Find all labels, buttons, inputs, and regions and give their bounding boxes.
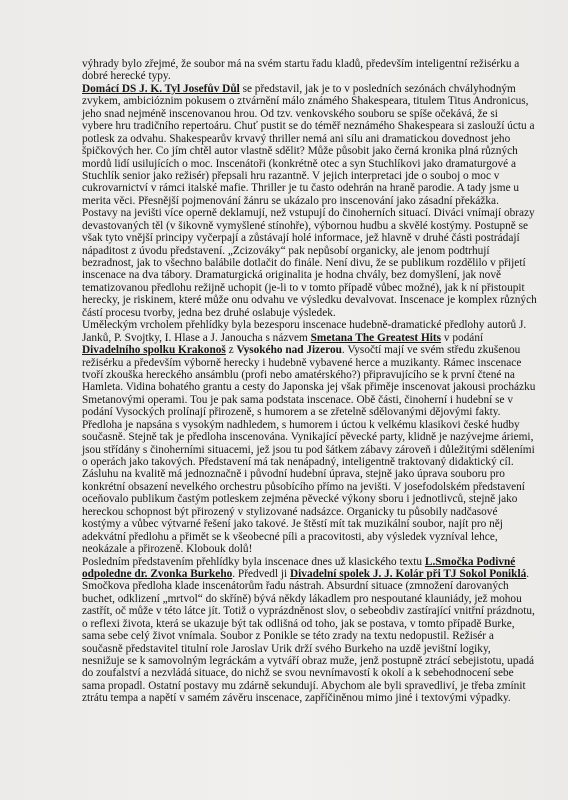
text-line	[82, 232, 520, 245]
text-line	[82, 132, 511, 145]
text-line	[82, 319, 527, 332]
text-line	[82, 58, 520, 70]
text-segment: do zoufalství a nezvládá situace, do nichž se svou nevnímavostí k okolí a k sebehodnocení sebe	[82, 667, 514, 680]
underlined-name: odpoledne dr. Zvonka Burkeho	[82, 567, 233, 580]
text-line	[82, 643, 502, 655]
underlined-name: Domácí DS J. K. Tyl Josefův Důl	[82, 82, 240, 95]
text-segment: Předloha je napsána s vysokým nadhledem, s humorem i úctou k velkému klasikovi české hudby	[82, 418, 520, 431]
text-line	[82, 605, 535, 618]
text-line	[82, 531, 502, 543]
text-line	[82, 443, 535, 456]
text-segment: se představil, jak je to v posledních sezónách chvályhodným	[239, 82, 516, 95]
text-line	[82, 307, 502, 319]
text-segment: vybere hru tradičního repertoáru. Chuť pustit se do téměř neznámého Shakespeara si zaslouží úctu a	[82, 120, 535, 133]
text-line	[82, 580, 509, 593]
text-line	[82, 381, 536, 394]
text-segment: o operách jako takových. Představení má tak nenápadný, inteligentně traktovaný didaktický cíl.	[82, 456, 514, 468]
text-segment: kostýmy a vůbec výtvarné řešení jako takové. Je štěstí mít tak muzikální soubor, najít pro něj	[82, 518, 503, 531]
text-segment: bezradnost, jak to všechno balábile dotlačit do finále. Není divu, že se publikum rozdělilo v přijetí	[82, 257, 526, 269]
text-segment: špičkových her. Co jím chtěl autor vlastně sdělit? Může působit jako černá kronika plná různých	[82, 145, 518, 158]
text-segment: Zásluhu na kvalitě má jednoznačně i původní hudební úprava, stejně jako úprava souboru pro	[82, 468, 505, 481]
text-segment: podání Vysockých prolínají přirozeně, s humorem a se zřetelně sdělovanými dějovými fakty.	[82, 406, 501, 419]
text-segment: adekvátní předlohu a přimět se k všeobecné píli a pracovitosti, aby výsledek vyzníval lehce,	[82, 530, 498, 543]
text-segment: tematizovanou předlohu režijně uchopit (je-li to v tomto případě vůbec možné), jak k ní přistoupit	[82, 281, 525, 294]
text-segment: Smočkova předloha klade inscenátorům řadu nástrah. Absurdní situace (zmnožení darovaných	[82, 580, 509, 593]
text-line	[82, 70, 502, 82]
text-line	[82, 692, 511, 705]
text-segment: jsou střídány s činoherními situacemi, jež jsou tu pod šátkem zábavy zároveň i důležitými sděleními	[82, 443, 535, 456]
text-line	[82, 617, 515, 630]
text-line	[82, 170, 502, 182]
text-line	[82, 269, 502, 281]
text-line	[82, 480, 525, 493]
text-line	[82, 82, 516, 95]
review-text	[82, 58, 537, 705]
text-line	[82, 368, 515, 381]
text-line	[82, 356, 522, 369]
text-line	[82, 630, 502, 642]
text-segment: Janků, P. Svojtky, I. Hlase a J. Janoucha s názvem	[82, 331, 311, 344]
text-segment: .	[526, 567, 530, 580]
text-segment: buchet, odklizení „mrtvol“ do skříně) bývá někdy lákadlem pro nespoutané klauniády, jež mohou	[82, 592, 522, 605]
text-segment: současně představitel titulní role Jaroslav Urik drží svého Burkeho na uzdě jevištní logiky,	[82, 642, 491, 655]
text-segment: cukrovarnictví v rámci italské mafie. Thriller je tu často odehrán na hraně parodie. A tady jsme u	[82, 182, 520, 195]
text-line	[82, 679, 526, 692]
text-line	[82, 431, 534, 444]
text-segment: . Předvedl ji	[232, 567, 290, 580]
text-segment: výhrady bylo zřejmé, že soubor má na svém startu řadu kladů, především inteligentní režisérku a	[82, 58, 520, 70]
text-line	[82, 120, 535, 133]
text-segment: nesnižuje se k samovolným legráckám a vytváří obraz muže, jenž postupně ztrácí sebejistotu, upadá	[82, 655, 535, 667]
text-segment: v podání	[441, 331, 484, 344]
text-line	[82, 555, 516, 568]
text-line	[82, 667, 514, 680]
text-segment: režisérku a především výborně herecky i hudebně vybavené herce a muzikanty. Rámec inscenace	[82, 356, 522, 369]
text-segment: Hamleta. Vidina bohatého grantu a cesty do Japonska jej však přiměje inscenovat jakousi procházku	[82, 381, 536, 394]
text-segment: z	[225, 344, 237, 357]
underlined-name: Divadelního spolku Krakonoš	[82, 344, 226, 357]
text-line	[82, 344, 521, 357]
text-segment: Stuchlík senior jako režisér) přepsali hru razantně. V jejich interpretaci jde o souboj o moc v	[82, 169, 500, 182]
text-segment: současně. Stejně tak je předloha inscenována. Vynikající pěvecké party, klidně je nazývejme áriemi,	[82, 431, 534, 444]
text-line	[82, 108, 502, 120]
text-segment: tvoří zkouška hereckého ansámblu (profi nebo amatérského?) připravujícího se k první čtené na	[82, 368, 515, 381]
text-line	[82, 493, 518, 506]
underlined-name: Smetana The Greatest Hits	[310, 331, 442, 344]
text-segment: konkrétní obsazení nevelkého orchestru působícího přímo na jevišti. V josefodolském představení	[82, 480, 525, 493]
text-line	[82, 468, 505, 481]
text-line	[82, 157, 516, 170]
text-segment: zvykem, ambicióznim pokusem o ztvárnění málo známého Shakespeara, titulem Titus Andronicus,	[82, 95, 529, 108]
underlined-name: L.Smočka Podivné	[424, 555, 516, 568]
text-line	[82, 418, 520, 431]
text-segment: částí procesu tvorby, jedna bez druhé oslabuje výsledek.	[82, 306, 336, 319]
text-segment: hereckou schopnost být přirozený v stylizované nadsázce. Organicky tu působily nadčasové	[82, 505, 498, 518]
text-segment: zastřít, oč může v této látce jít. Totiž o vyprázdněnost slov, o sebeobdiv zastírající vnitřní prázdnotu,	[82, 605, 535, 618]
text-segment: však tyto vnější principy vyčerpají a zůstávají holé informace, jež hlavně v druhé části postrádají	[82, 232, 520, 245]
text-line	[82, 182, 520, 195]
text-line	[82, 145, 518, 158]
text-segment: potlesk za odvahu. Shakespearův krvavý thriller nemá ani sílu ani dramatickou dovednost jeho	[82, 132, 511, 145]
text-segment: nápaditost z úvodu představení. „Zcizováky“ pak nepůsobí organicky, ale jenom podtrhují	[82, 244, 490, 257]
text-line	[82, 655, 535, 667]
text-segment: sama propadl. Ostatní postavy mu zdárně sekundují. Abychom ale byli spravedliví, je třeba zmínit	[82, 679, 526, 692]
text-line	[82, 592, 522, 605]
text-line	[82, 393, 513, 406]
text-segment: inscenace na dva tábory. Dramaturgická originalita je hodna chvály, bez domyšlení, jak nově	[82, 269, 501, 282]
text-line	[82, 281, 525, 294]
text-segment: Postavy na jevišti více operně deklamují, než vstupují do činoherních situací. Diváci vnímají obrazy	[82, 207, 535, 220]
text-segment: neokázale a přirozeně. Klobouk dolů!	[82, 543, 253, 556]
text-line	[82, 195, 502, 207]
text-segment: Smetanovými operami. Tou je pak sama podstata inscenace. Obě části, činoherní i hudební se v	[82, 393, 513, 406]
text-segment: sama sebe celý život vnímala. Soubor z Ponikle se této zrady na textu nedopustil. Režisér a	[82, 630, 494, 643]
text-segment: devastovaných těl (v šikovně vymyšlené stínohře), výbornou hudbu a skvělé kostýmy. Postupně se	[82, 219, 529, 232]
text-segment: . Vysočtí mají ve svém středu zkušenou	[341, 344, 521, 357]
text-segment: Uměleckým vrcholem přehlídky byla bezesporu inscenace hudebně-dramatické předlohy autorů J.	[82, 319, 527, 332]
text-segment: Posledním představením přehlídky byla inscenace dnes už klasického textu	[82, 555, 425, 568]
text-line	[82, 456, 514, 468]
underlined-name: Divadelní spolek J. J. Kolár při TJ Sokol Poniklá	[290, 567, 527, 580]
text-line	[82, 567, 530, 580]
text-segment: o reflexi života, která se ukazuje být tak odlišná od toho, jak se postava, v tomto případě Burke,	[82, 617, 515, 630]
text-segment: herecky, je riskinem, které může onu odvahu ve výsledku devalvovat. Inscenace je komplex různých	[82, 294, 537, 307]
text-line	[82, 406, 502, 418]
text-line	[82, 95, 529, 108]
text-segment: merita věci. Přesnější pojmenování žánru se ukázalo pro inscenování jako zásadní překážka.	[82, 194, 499, 207]
text-segment: mordů lidí usilujících o moc. Inscenátoři (konkrétně otec a syn Stuchlíkovi jako dramaturgové a	[82, 157, 516, 170]
text-line	[82, 245, 502, 257]
text-segment: ztrátu tempa a napětí v samém závěru inscenace, zapříčiněnou mimo jiné i textovými výpadky.	[82, 692, 511, 705]
text-line	[82, 219, 529, 232]
text-line	[82, 518, 502, 530]
bold-name: Vysokého nad Jizerou	[236, 344, 342, 357]
text-line	[82, 543, 502, 555]
text-segment: dobré herecké typy.	[82, 70, 171, 83]
text-line	[82, 257, 526, 269]
text-line	[82, 294, 537, 307]
text-line	[82, 332, 502, 344]
text-line	[82, 207, 535, 220]
text-line	[82, 506, 502, 518]
text-segment: jeho snad nejméně inscenovanou hrou. Od tzv. venkovského souboru se spíše očekává, že si	[82, 107, 498, 120]
text-segment: oceňovalo publikum častým potleskem zejména pěvecké výkony sboru i jednotlivců, stejně jako	[82, 493, 518, 506]
